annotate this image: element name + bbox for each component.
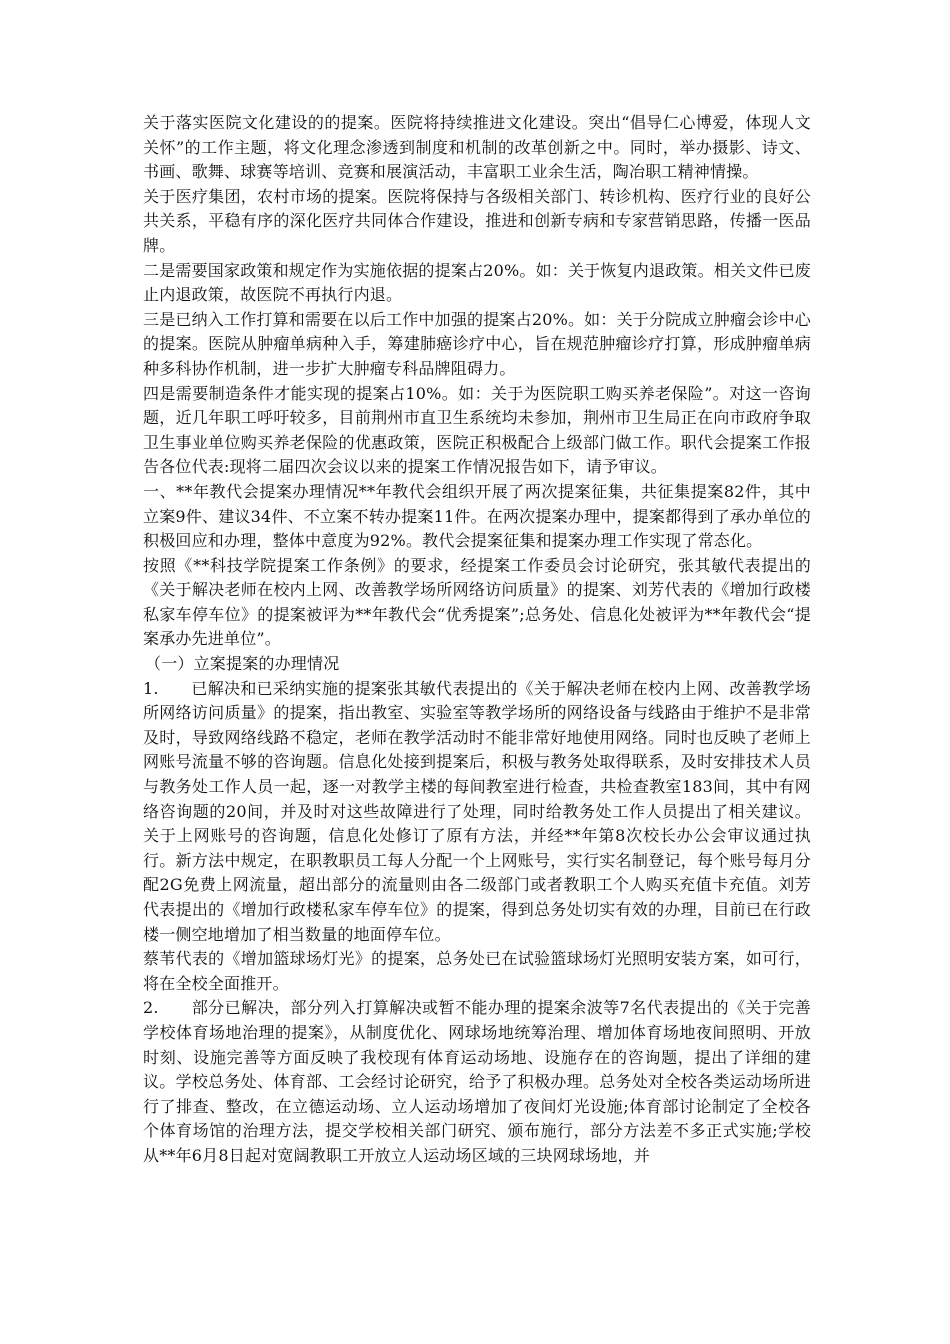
paragraph-culture-proposal: 关于落实医院文化建设的的提案。医院将持续推进文化建设。突出“倡导仁心博爱，体现人文关怀”的工作主题，将文化理念渗透到制度和机制的改革创新之中。同时，举办摄影、诗文、书画、歌舞、球赛等培训、竞赛和展演活动，丰富职工业余生活，陶冶职工精神情操。 — [143, 113, 811, 182]
paragraph-item-1-resolved: 1. 已解决和已采纳实施的提案张其敏代表提出的《关于解决老师在校内上网、改善教学场所网络访问质量》的提案，指出教室、实验室等教学场所的网络设备与线路由于维护不是非常及时，导致网络线路不稳定，老师在教学活动时不能非常好地使用网络。同时也反映了老师上网账号流量不够的咨询题。信息化处接到提案后，积极与教务处取得联系，及时安排技术人员与教务处工作人员一起，逐一对教学主楼的每间教室进行检查，共检查教室183间，其中有网络咨询题的20间，并及时对这些故障进行了处理，同时给教务处工作人员提出了相关建议。关于上网账号的咨询题，信息化处修订了原有方法，并经**年第8次校长办公会审议通过执行。新方法中规定，在职教职员工每人分配一个上网账号，实行实名制登记，每个账号每月分配2G免费上网流量，超出部分的流量则由各二级部门或者教职工个人购买充值卡充值。刘芳代表提出的《增加行政楼私家车停车位》的提案，得到总务处切实有效的办理，目前已在行政楼一侧空地增加了相当数量的地面停车位。 — [143, 678, 811, 944]
paragraph-excellent-proposals: 按照《**科技学院提案工作条例》的要求，经提案工作委员会讨论研究，张其敏代表提出的《关于解决老师在校内上网、改善教学场所网络访问质量》的提案、刘芳代表的《增加行政楼私家车停车位》的提案被评为**年教代会“优秀提案”;总务处、信息化处被评为**年教代会“提案承办先进单位”。 — [143, 555, 811, 649]
document-body — [143, 111, 811, 1169]
paragraph-conditional-category: 四是需要制造条件才能实现的提案占10%。如：关于为医院职工购买养老保险”。对这一咨询题，近几年职工呼吁较多，目前荆州市直卫生系统均未参加，荆州市卫生局正在向市政府争取卫生事业单位购买养老保险的优惠政策，医院正积极配合上级部门做工作。职代会提案工作报告各位代表:现将二届四次会议以来的提案工作情况报告如下，请予审议。 — [143, 383, 811, 477]
paragraph-planned-category: 三是已纳入工作打算和需要在以后工作中加强的提案占20%。如：关于分院成立肿瘤会诊中心的提案。医院从肿瘤单病种入手，筹建肺癌诊疗中心，旨在规范肿瘤诊疗打算，形成肿瘤单病种多科协作机制，进一步扩大肿瘤专科品牌阻碍力。 — [143, 309, 811, 378]
section-heading-filed-proposals: （一）立案提案的办理情况 — [145, 654, 340, 674]
paragraph-item-2-partially-resolved: 2. 部分已解决，部分列入打算解决或暂不能办理的提案余波等7名代表提出的《关于完善学校体育场地治理的提案》，从制度优化、网球场地统筹治理、增加体育场地夜间照明、开放时刻、设施完善等方面反映了我校现有体育运动场地、设施存在的咨询题，提出了详细的建议。学校总务处、体育部、工会经讨论研究，给予了积极办理。总务处对全校各类运动场所进行了排查、整改，在立德运动场、立人运动场增加了夜间灯光设施;体育部讨论制定了全校各个体育场馆的治理方法，提交学校相关部门研究、颁布施行，部分方法差不多正式实施;学校从**年6月8日起对宽阔教职工开放立人运动场区域的三块网球场地，并 — [143, 998, 811, 1165]
paragraph-basketball-lighting: 蔡苇代表的《增加篮球场灯光》的提案，总务处已在试验篮球场灯光照明安装方案，如可行，将在全校全面推开。 — [143, 949, 811, 993]
paragraph-policy-category: 二是需要国家政策和规定作为实施依据的提案占20%。如：关于恢复内退政策。相关文件已废止内退政策，故医院不再执行内退。 — [143, 260, 811, 305]
paragraph-medical-group-proposal: 关于医疗集团，农村市场的提案。医院将保持与各级相关部门、转诊机构、医疗行业的良好公共关系，平稳有序的深化医疗共同体合作建设，推进和创新专病和专家营销思路，传播一医品牌。 — [143, 186, 811, 255]
paragraph-proposal-handling-overview: 一、**年教代会提案办理情况**年教代会组织开展了两次提案征集，共征集提案82件，其中立案9件、建议34件、不立案不转办提案11件。在两次提案办理中，提案都得到了承办单位的积极回应和办理，整体中意度为92%。教代会提案征集和提案办理工作实现了常态化。 — [143, 481, 811, 551]
